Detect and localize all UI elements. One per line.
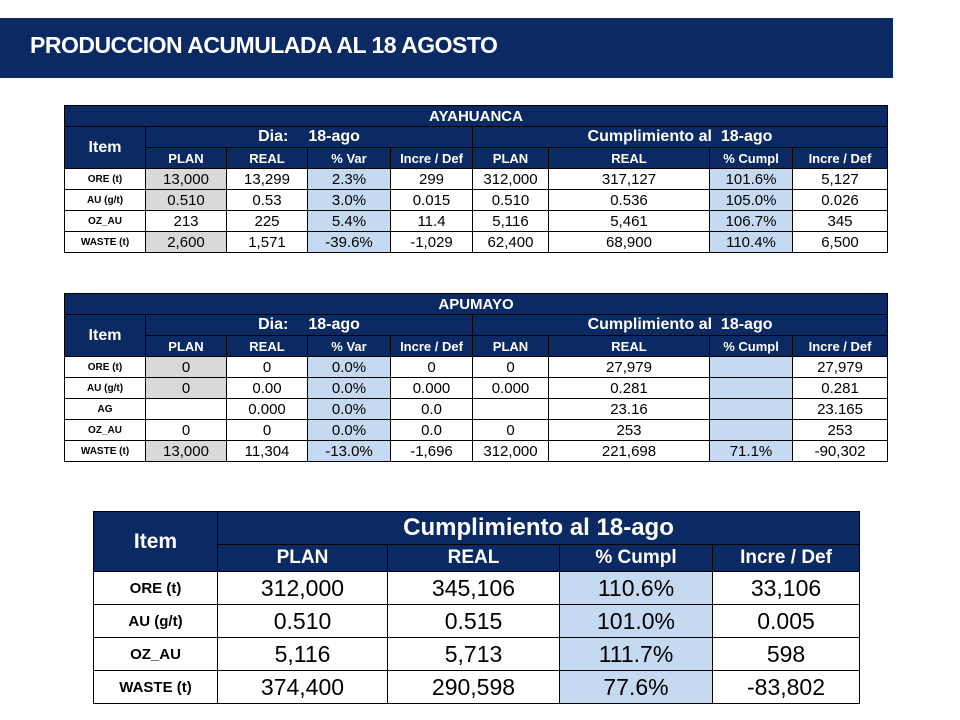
apumayo-cum-date: 18-ago [720,316,773,333]
col-header: Incre / Def [391,148,473,169]
data-cell: 5,116 [473,211,549,232]
data-cell: 312,000 [473,441,549,462]
row-label: ORE (t) [65,357,146,378]
data-cell: 3.0% [308,190,391,211]
data-cell: 13,000 [146,441,227,462]
data-cell: 0.0% [308,399,391,420]
data-cell: 312,000 [473,169,549,190]
row-label: ORE (t) [94,572,218,605]
apumayo-day-label: Dia: [258,316,289,333]
data-cell: 0.0% [308,378,391,399]
data-cell: 0 [146,357,227,378]
data-cell [146,399,227,420]
title-banner [0,18,893,78]
data-cell: 225 [227,211,308,232]
table-row [65,232,888,253]
data-cell: 1,571 [227,232,308,253]
row-label: AU (g/t) [65,190,146,211]
data-cell: 11.4 [391,211,473,232]
data-cell: 0.0 [391,420,473,441]
ayahuanca-cum-label: Cumplimiento al [587,128,712,145]
data-cell: 0.015 [391,190,473,211]
ayahuanca-day-date: 18-ago [308,128,360,145]
page-title: PRODUCCION ACUMULADA AL 18 AGOSTO [30,32,498,58]
data-cell: 62,400 [473,232,549,253]
table-row [65,420,888,441]
data-cell: 0.536 [549,190,710,211]
data-cell: 5,461 [549,211,710,232]
apumayo-day-header [146,315,473,336]
row-label: OZ_AU [65,211,146,232]
row-label: WASTE (t) [65,232,146,253]
data-cell: 345 [793,211,888,232]
apumayo-name: APUMAYO [65,294,888,315]
ayahuanca-day-header [146,127,473,148]
col-header: % Cumpl [560,545,713,572]
data-cell: 213 [146,211,227,232]
data-cell: 0.53 [227,190,308,211]
data-cell: 23.165 [793,399,888,420]
summary-cum-date: 18-ago [596,514,674,541]
data-cell: -90,302 [793,441,888,462]
data-cell: 0.005 [713,605,860,638]
data-cell: 0 [391,357,473,378]
data-cell: 77.6% [560,671,713,704]
data-cell: 0.0% [308,420,391,441]
data-cell: 68,900 [549,232,710,253]
data-cell: 71.1% [710,441,793,462]
data-cell: 0.000 [391,378,473,399]
table-row [65,211,888,232]
apumayo-item-header: Item [65,315,146,357]
col-header: % Cumpl [710,148,793,169]
table-row [94,671,860,704]
data-cell: 374,400 [218,671,388,704]
data-cell: 27,979 [549,357,710,378]
col-header: % Var [308,148,391,169]
data-cell: 0 [146,420,227,441]
col-header: REAL [388,545,560,572]
col-header: PLAN [473,336,549,357]
data-cell: 0 [146,378,227,399]
data-cell: 0.0% [308,357,391,378]
data-cell: -1,696 [391,441,473,462]
data-cell: 0.0 [391,399,473,420]
col-header: Incre / Def [793,148,888,169]
ayahuanca-table [64,105,888,253]
data-cell: 27,979 [793,357,888,378]
data-cell: 299 [391,169,473,190]
data-cell [710,420,793,441]
data-cell: 33,106 [713,572,860,605]
data-cell: 0.026 [793,190,888,211]
data-cell: 0.510 [218,605,388,638]
row-label: WASTE (t) [94,671,218,704]
data-cell: 0 [227,420,308,441]
col-header: PLAN [218,545,388,572]
data-cell: 2,600 [146,232,227,253]
data-cell: 0.510 [473,190,549,211]
col-header: Incre / Def [793,336,888,357]
col-header: Incre / Def [713,545,860,572]
data-cell: 105.0% [710,190,793,211]
col-header: % Cumpl [710,336,793,357]
data-cell: 0 [473,420,549,441]
data-cell: 111.7% [560,638,713,671]
data-cell: 0.000 [227,399,308,420]
col-header: REAL [227,336,308,357]
data-cell: 110.4% [710,232,793,253]
apumayo-cum-header [473,315,888,336]
data-cell: -39.6% [308,232,391,253]
apumayo-table [64,293,888,462]
data-cell: -1,029 [391,232,473,253]
data-cell [710,378,793,399]
apumayo-day-date: 18-ago [308,316,360,333]
col-header: REAL [549,148,710,169]
row-label: WASTE (t) [65,441,146,462]
table-row [94,605,860,638]
table-row [65,399,888,420]
table-row [94,638,860,671]
col-header: PLAN [146,148,227,169]
data-cell: 106.7% [710,211,793,232]
data-cell: 345,106 [388,572,560,605]
data-cell: 0 [227,357,308,378]
summary-item-header: Item [94,512,218,572]
data-cell [710,357,793,378]
ayahuanca-day-label: Dia: [258,128,289,145]
data-cell: 101.0% [560,605,713,638]
data-cell: -83,802 [713,671,860,704]
data-cell: 13,299 [227,169,308,190]
table-row [65,357,888,378]
data-cell: 5,116 [218,638,388,671]
data-cell: 0.515 [388,605,560,638]
col-header: % Var [308,336,391,357]
col-header: PLAN [146,336,227,357]
data-cell: 221,698 [549,441,710,462]
data-cell: 6,500 [793,232,888,253]
summary-table [93,511,860,704]
summary-cum-label: Cumplimiento al [403,514,590,541]
row-label: OZ_AU [65,420,146,441]
data-cell: 23.16 [549,399,710,420]
data-cell: 253 [549,420,710,441]
ayahuanca-cum-header [473,127,888,148]
data-cell: 253 [793,420,888,441]
row-label: ORE (t) [65,169,146,190]
data-cell [710,399,793,420]
table-row [94,572,860,605]
data-cell: 5.4% [308,211,391,232]
data-cell: 290,598 [388,671,560,704]
table-row [65,441,888,462]
data-cell: 110.6% [560,572,713,605]
data-cell: 5,127 [793,169,888,190]
data-cell: 101.6% [710,169,793,190]
table-row [65,169,888,190]
data-cell: 5,713 [388,638,560,671]
row-label: AU (g/t) [65,378,146,399]
data-cell: 0 [473,357,549,378]
ayahuanca-item-header: Item [65,127,146,169]
col-header: PLAN [473,148,549,169]
ayahuanca-cum-date: 18-ago [720,128,773,145]
data-cell: 317,127 [549,169,710,190]
table-row [65,378,888,399]
data-cell: 598 [713,638,860,671]
ayahuanca-name: AYAHUANCA [65,106,888,127]
data-cell: 0.281 [793,378,888,399]
data-cell: 13,000 [146,169,227,190]
row-label: AG [65,399,146,420]
col-header: Incre / Def [391,336,473,357]
row-label: AU (g/t) [94,605,218,638]
col-header: REAL [227,148,308,169]
data-cell: 0.00 [227,378,308,399]
data-cell: 0.000 [473,378,549,399]
data-cell [473,399,549,420]
data-cell: 2.3% [308,169,391,190]
data-cell: 11,304 [227,441,308,462]
data-cell: -13.0% [308,441,391,462]
data-cell: 0.281 [549,378,710,399]
row-label: OZ_AU [94,638,218,671]
data-cell: 312,000 [218,572,388,605]
data-cell: 0.510 [146,190,227,211]
summary-cum-header [218,512,860,545]
col-header: REAL [549,336,710,357]
table-row [65,190,888,211]
apumayo-cum-label: Cumplimiento al [587,316,713,333]
